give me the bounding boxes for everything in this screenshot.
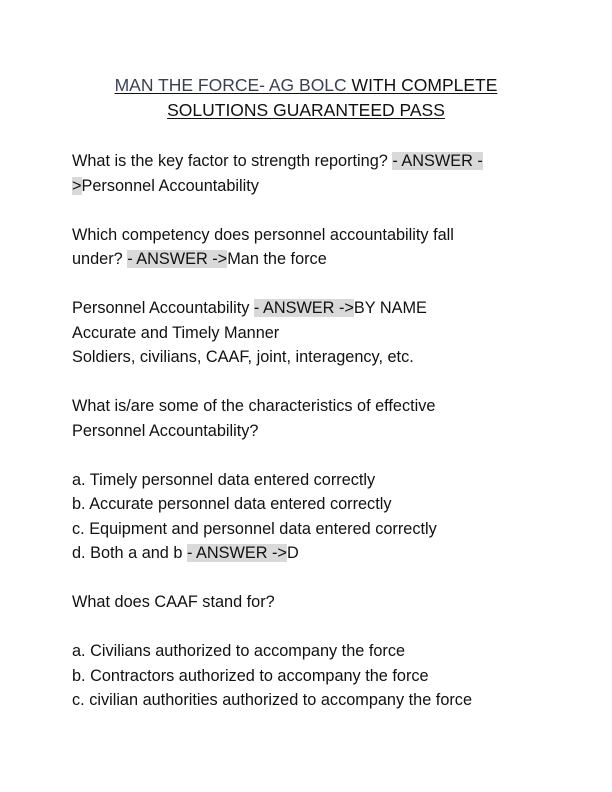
question-text: Personnel Accountability xyxy=(72,299,254,317)
option-d: d. Both a and b xyxy=(72,544,187,562)
answer-line: Soldiers, civilians, CAAF, joint, interagency, etc. xyxy=(72,348,414,366)
question-line: What is/are some of the characteristics of effective xyxy=(72,397,436,415)
answer-line xyxy=(72,174,542,199)
answer-marker: - ANSWER -> xyxy=(127,250,228,268)
question-text: What is the key factor to strength reporting? xyxy=(72,152,393,170)
answer-marker: - ANSWER -> xyxy=(253,299,354,317)
question-line xyxy=(72,149,542,174)
answer-text: BY NAME xyxy=(353,299,427,317)
answer-marker-cont: > xyxy=(72,176,82,195)
answer-text: Man the force xyxy=(227,250,327,268)
answer-text: D xyxy=(286,544,299,562)
qa-block-4 xyxy=(72,394,542,566)
document-body xyxy=(72,149,542,713)
title-part-2: WITH COMPLETE xyxy=(346,75,498,95)
title-line-1 xyxy=(40,73,572,98)
question-line: What does CAAF stand for? xyxy=(72,593,275,611)
title-line-2: SOLUTIONS GUARANTEED PASS xyxy=(167,100,445,120)
answer-marker: - ANSWER -> xyxy=(186,544,287,562)
question-line: Personnel Accountability? xyxy=(72,421,259,440)
option-b: b. Accurate personnel data entered correctly xyxy=(72,495,392,513)
option-a: a. Civilians authorized to accompany the force xyxy=(72,642,406,660)
qa-block-5 xyxy=(72,590,542,713)
document-title xyxy=(40,73,572,123)
option-c: c. Equipment and personnel data entered correctly xyxy=(72,519,437,538)
option-c: c. civilian authorities authorized to accompany the force xyxy=(72,691,473,709)
question-answer-line xyxy=(72,247,542,272)
qa-block-3 xyxy=(72,296,542,370)
qa-block-2 xyxy=(72,223,542,272)
qa-block-1 xyxy=(72,149,542,198)
answer-line: Accurate and Timely Manner xyxy=(72,323,280,342)
option-b: b. Contractors authorized to accompany the force xyxy=(72,666,429,685)
option-a: a. Timely personnel data entered correctly xyxy=(72,470,376,489)
question-text: under? xyxy=(72,250,128,268)
answer-marker: - ANSWER - xyxy=(392,152,483,170)
answer-text: Personnel Accountability xyxy=(81,176,259,195)
question-answer-line xyxy=(72,296,542,321)
title-part-1: MAN THE FORCE- AG BOLC xyxy=(114,75,347,95)
option-d-answer-line xyxy=(72,541,542,566)
question-line: Which competency does personnel accountability fall xyxy=(72,225,454,244)
